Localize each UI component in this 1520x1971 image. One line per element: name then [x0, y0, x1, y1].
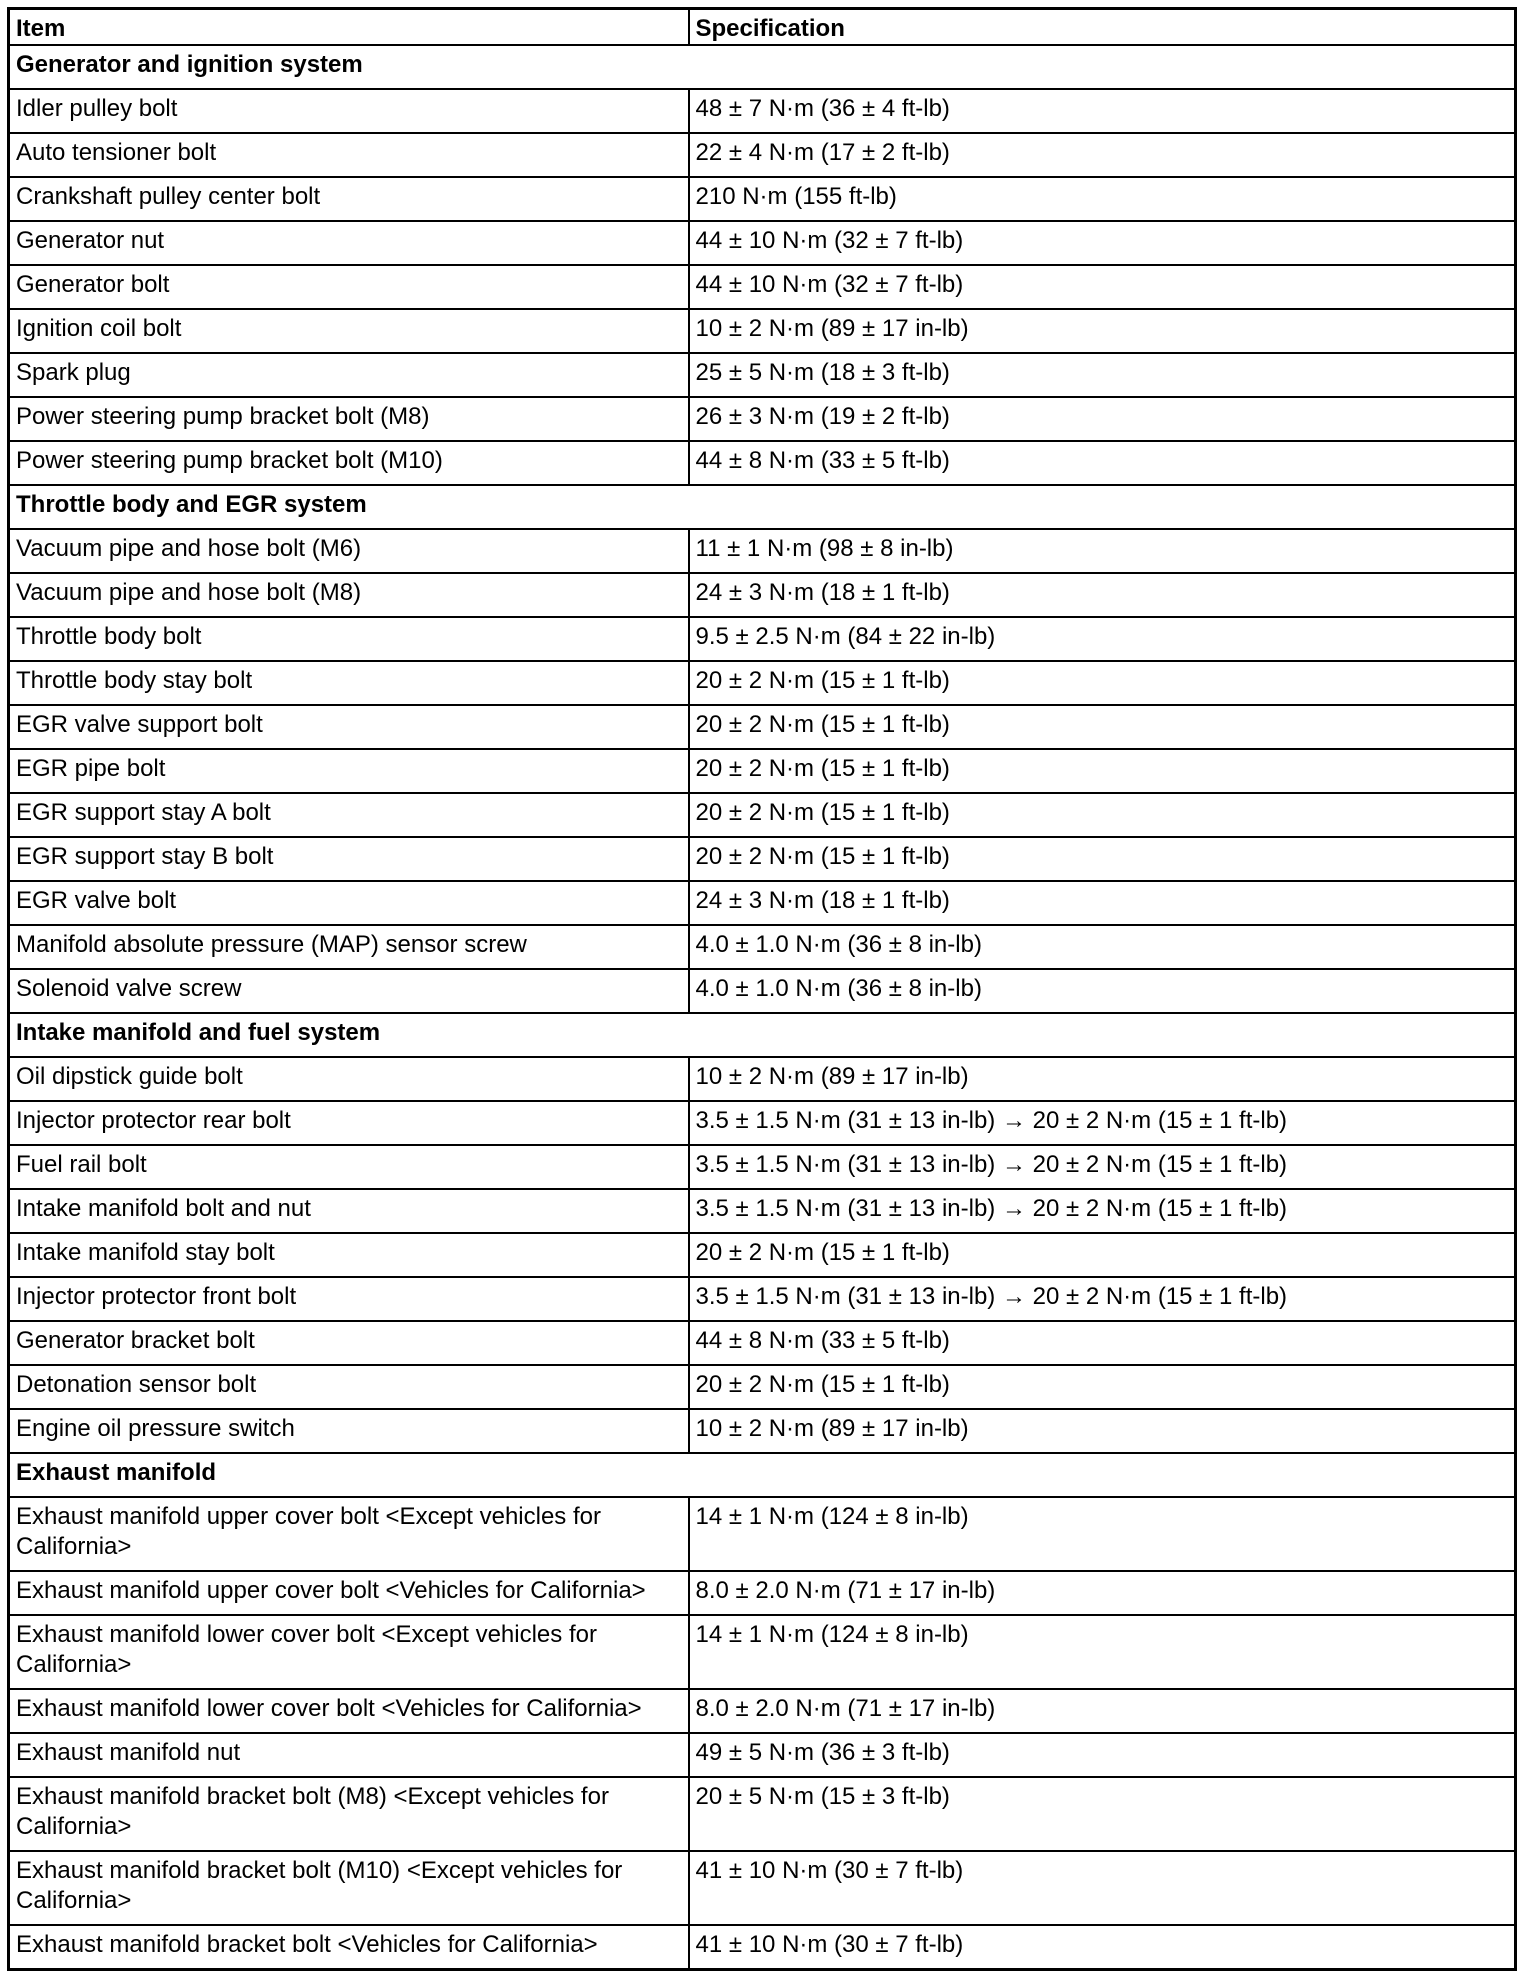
- specification-cell: 20 ± 2 N·m (15 ± 1 ft-lb): [689, 1365, 1516, 1409]
- table-row: [9, 1497, 1516, 1571]
- table-row: [9, 837, 1516, 881]
- specification-cell: 20 ± 2 N·m (15 ± 1 ft-lb): [689, 661, 1516, 705]
- table-row: [9, 1689, 1516, 1733]
- table-row: [9, 441, 1516, 485]
- item-cell: EGR support stay B bolt: [9, 837, 689, 881]
- table-row: [9, 1277, 1516, 1321]
- item-cell: Solenoid valve screw: [9, 969, 689, 1013]
- item-cell: Exhaust manifold bracket bolt <Vehicles for California>: [9, 1925, 689, 1970]
- specification-cell: 3.5 ± 1.5 N·m (31 ± 13 in-lb) → 20 ± 2 N·m (15 ± 1 ft-lb): [689, 1189, 1516, 1233]
- table-row: [9, 1615, 1516, 1689]
- specification-cell: 44 ± 8 N·m (33 ± 5 ft-lb): [689, 1321, 1516, 1365]
- specification-cell: 20 ± 2 N·m (15 ± 1 ft-lb): [689, 749, 1516, 793]
- specification-cell: 10 ± 2 N·m (89 ± 17 in-lb): [689, 309, 1516, 353]
- specification-cell: 4.0 ± 1.0 N·m (36 ± 8 in-lb): [689, 969, 1516, 1013]
- table-row: [9, 1571, 1516, 1615]
- specification-cell: 24 ± 3 N·m (18 ± 1 ft-lb): [689, 881, 1516, 925]
- table-row: [9, 1851, 1516, 1925]
- specification-cell: 48 ± 7 N·m (36 ± 4 ft-lb): [689, 89, 1516, 133]
- item-cell: Power steering pump bracket bolt (M8): [9, 397, 689, 441]
- item-cell: Crankshaft pulley center bolt: [9, 177, 689, 221]
- table-row: [9, 265, 1516, 309]
- section-header-row: [9, 485, 1516, 529]
- specification-cell: 3.5 ± 1.5 N·m (31 ± 13 in-lb) → 20 ± 2 N·m (15 ± 1 ft-lb): [689, 1277, 1516, 1321]
- table-row: [9, 1925, 1516, 1970]
- specification-cell: 44 ± 8 N·m (33 ± 5 ft-lb): [689, 441, 1516, 485]
- item-cell: EGR valve bolt: [9, 881, 689, 925]
- table-row: [9, 969, 1516, 1013]
- section-title: Exhaust manifold: [9, 1453, 1516, 1497]
- header-specification: Specification: [689, 9, 1516, 46]
- specification-cell: 41 ± 10 N·m (30 ± 7 ft-lb): [689, 1925, 1516, 1970]
- specification-cell: 14 ± 1 N·m (124 ± 8 in-lb): [689, 1497, 1516, 1571]
- specification-cell: 26 ± 3 N·m (19 ± 2 ft-lb): [689, 397, 1516, 441]
- table-body: [9, 45, 1516, 1970]
- table-row: [9, 89, 1516, 133]
- item-cell: Ignition coil bolt: [9, 309, 689, 353]
- item-cell: EGR valve support bolt: [9, 705, 689, 749]
- item-cell: Engine oil pressure switch: [9, 1409, 689, 1453]
- specification-cell: 20 ± 5 N·m (15 ± 3 ft-lb): [689, 1777, 1516, 1851]
- item-cell: EGR pipe bolt: [9, 749, 689, 793]
- table-row: [9, 1101, 1516, 1145]
- table-row: [9, 881, 1516, 925]
- item-cell: Throttle body bolt: [9, 617, 689, 661]
- specification-cell: 22 ± 4 N·m (17 ± 2 ft-lb): [689, 133, 1516, 177]
- specification-cell: 10 ± 2 N·m (89 ± 17 in-lb): [689, 1409, 1516, 1453]
- table-row: [9, 133, 1516, 177]
- table-row: [9, 1777, 1516, 1851]
- table-row: [9, 1365, 1516, 1409]
- item-cell: Detonation sensor bolt: [9, 1365, 689, 1409]
- section-header-row: [9, 1453, 1516, 1497]
- specification-cell: 8.0 ± 2.0 N·m (71 ± 17 in-lb): [689, 1689, 1516, 1733]
- table-row: [9, 573, 1516, 617]
- item-cell: Auto tensioner bolt: [9, 133, 689, 177]
- table-row: [9, 749, 1516, 793]
- item-cell: Exhaust manifold lower cover bolt <Except vehicles for California>: [9, 1615, 689, 1689]
- table-row: [9, 309, 1516, 353]
- item-cell: Vacuum pipe and hose bolt (M6): [9, 529, 689, 573]
- table-row: [9, 1733, 1516, 1777]
- table-row: [9, 1233, 1516, 1277]
- specification-cell: 20 ± 2 N·m (15 ± 1 ft-lb): [689, 1233, 1516, 1277]
- specification-cell: 3.5 ± 1.5 N·m (31 ± 13 in-lb) → 20 ± 2 N·m (15 ± 1 ft-lb): [689, 1101, 1516, 1145]
- table-row: [9, 925, 1516, 969]
- specification-cell: 9.5 ± 2.5 N·m (84 ± 22 in-lb): [689, 617, 1516, 661]
- specification-cell: 44 ± 10 N·m (32 ± 7 ft-lb): [689, 221, 1516, 265]
- section-header-row: [9, 45, 1516, 89]
- specification-cell: 49 ± 5 N·m (36 ± 3 ft-lb): [689, 1733, 1516, 1777]
- table-row: [9, 1409, 1516, 1453]
- item-cell: Intake manifold stay bolt: [9, 1233, 689, 1277]
- item-cell: Injector protector front bolt: [9, 1277, 689, 1321]
- item-cell: Generator bolt: [9, 265, 689, 309]
- item-cell: EGR support stay A bolt: [9, 793, 689, 837]
- table-row: [9, 705, 1516, 749]
- item-cell: Exhaust manifold upper cover bolt <Except vehicles for California>: [9, 1497, 689, 1571]
- item-cell: Injector protector rear bolt: [9, 1101, 689, 1145]
- table-row: [9, 793, 1516, 837]
- specification-cell: 44 ± 10 N·m (32 ± 7 ft-lb): [689, 265, 1516, 309]
- item-cell: Power steering pump bracket bolt (M10): [9, 441, 689, 485]
- item-cell: Vacuum pipe and hose bolt (M8): [9, 573, 689, 617]
- table-row: [9, 529, 1516, 573]
- specification-cell: 20 ± 2 N·m (15 ± 1 ft-lb): [689, 837, 1516, 881]
- item-cell: Intake manifold bolt and nut: [9, 1189, 689, 1233]
- table-row: [9, 661, 1516, 705]
- specification-cell: 20 ± 2 N·m (15 ± 1 ft-lb): [689, 793, 1516, 837]
- item-cell: Exhaust manifold nut: [9, 1733, 689, 1777]
- item-cell: Exhaust manifold upper cover bolt <Vehicles for California>: [9, 1571, 689, 1615]
- section-title: Generator and ignition system: [9, 45, 1516, 89]
- specification-cell: 10 ± 2 N·m (89 ± 17 in-lb): [689, 1057, 1516, 1101]
- section-header-row: [9, 1013, 1516, 1057]
- specification-cell: 210 N·m (155 ft-lb): [689, 177, 1516, 221]
- specification-cell: 25 ± 5 N·m (18 ± 3 ft-lb): [689, 353, 1516, 397]
- item-cell: Exhaust manifold bracket bolt (M10) <Except vehicles for California>: [9, 1851, 689, 1925]
- specification-cell: 14 ± 1 N·m (124 ± 8 in-lb): [689, 1615, 1516, 1689]
- torque-spec-table: [7, 7, 1517, 1971]
- table-row: [9, 617, 1516, 661]
- item-cell: Manifold absolute pressure (MAP) sensor screw: [9, 925, 689, 969]
- table-row: [9, 1189, 1516, 1233]
- specification-cell: 4.0 ± 1.0 N·m (36 ± 8 in-lb): [689, 925, 1516, 969]
- item-cell: Throttle body stay bolt: [9, 661, 689, 705]
- specification-cell: 3.5 ± 1.5 N·m (31 ± 13 in-lb) → 20 ± 2 N·m (15 ± 1 ft-lb): [689, 1145, 1516, 1189]
- item-cell: Exhaust manifold lower cover bolt <Vehicles for California>: [9, 1689, 689, 1733]
- table-header-row: [9, 9, 1516, 46]
- specification-cell: 41 ± 10 N·m (30 ± 7 ft-lb): [689, 1851, 1516, 1925]
- section-title: Throttle body and EGR system: [9, 485, 1516, 529]
- table-row: [9, 397, 1516, 441]
- specification-cell: 24 ± 3 N·m (18 ± 1 ft-lb): [689, 573, 1516, 617]
- table-row: [9, 353, 1516, 397]
- item-cell: Generator nut: [9, 221, 689, 265]
- specification-cell: 8.0 ± 2.0 N·m (71 ± 17 in-lb): [689, 1571, 1516, 1615]
- table-row: [9, 177, 1516, 221]
- item-cell: Oil dipstick guide bolt: [9, 1057, 689, 1101]
- specification-cell: 11 ± 1 N·m (98 ± 8 in-lb): [689, 529, 1516, 573]
- item-cell: Exhaust manifold bracket bolt (M8) <Except vehicles for California>: [9, 1777, 689, 1851]
- item-cell: Generator bracket bolt: [9, 1321, 689, 1365]
- section-title: Intake manifold and fuel system: [9, 1013, 1516, 1057]
- item-cell: Spark plug: [9, 353, 689, 397]
- table-row: [9, 221, 1516, 265]
- table-row: [9, 1145, 1516, 1189]
- table-row: [9, 1321, 1516, 1365]
- specification-cell: 20 ± 2 N·m (15 ± 1 ft-lb): [689, 705, 1516, 749]
- item-cell: Fuel rail bolt: [9, 1145, 689, 1189]
- table-row: [9, 1057, 1516, 1101]
- item-cell: Idler pulley bolt: [9, 89, 689, 133]
- header-item: Item: [9, 9, 689, 46]
